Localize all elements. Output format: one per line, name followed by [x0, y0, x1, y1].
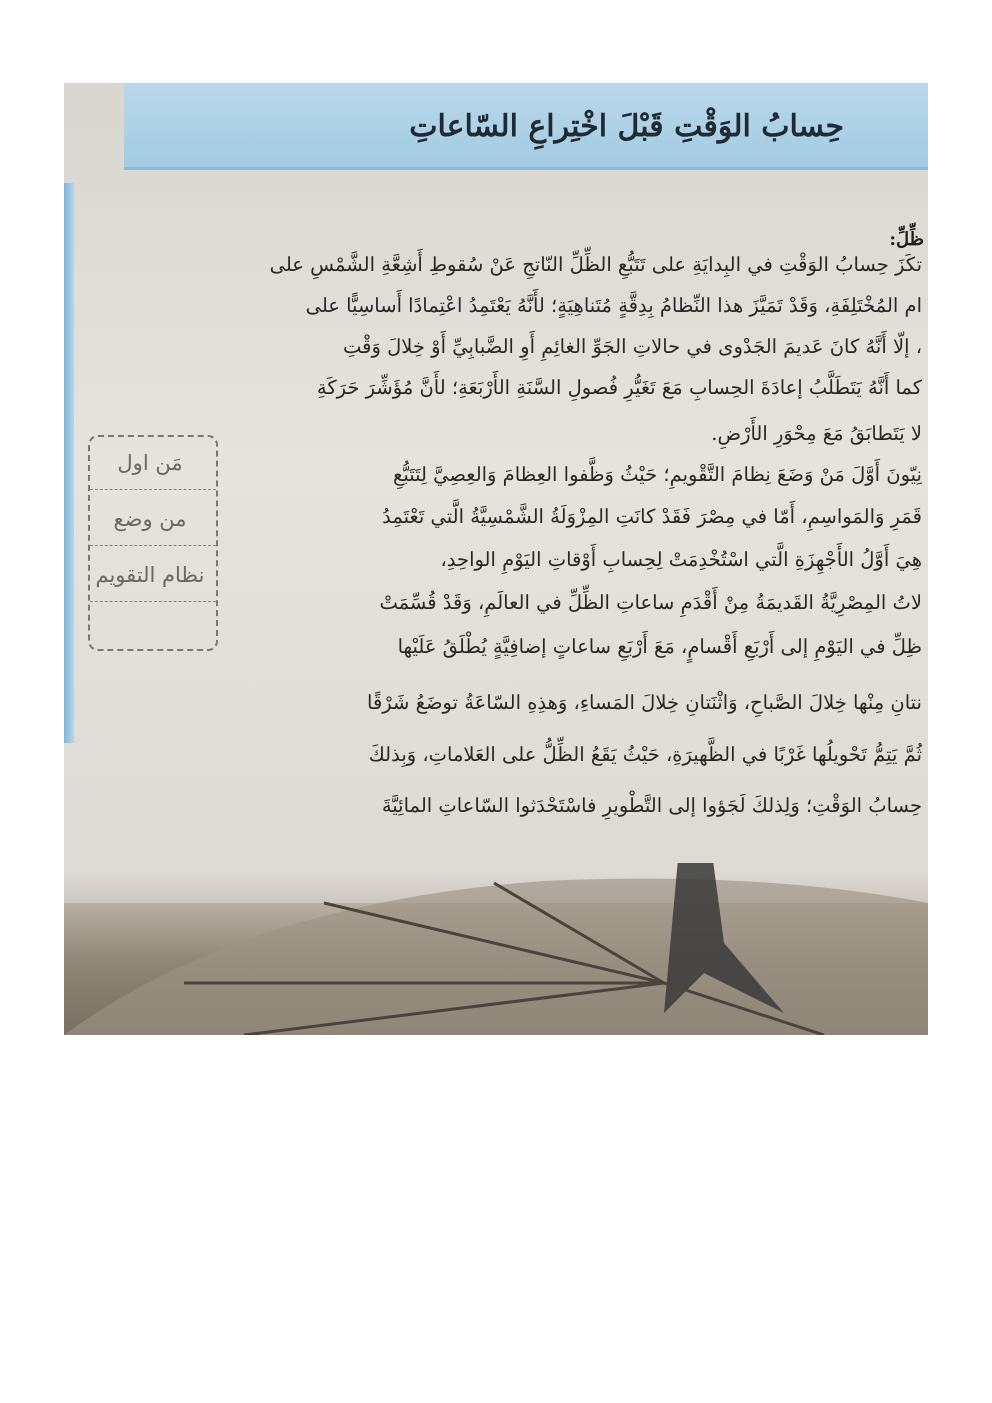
text-line-9: لاتُ المِصْرِيَّةُ القَديمَةُ مِنْ أَقْدَمِ ساعاتِ الظِّلِّ في العالَمِ، وَقَدْ قُسِّمَتْ: [379, 591, 922, 614]
handwritten-note-line-2: من وضع: [113, 507, 187, 531]
text-line-13: حِسابُ الوَقْتِ؛ وَلِذلكَ لَجَؤوا إلى التَّطْويرِ فاسْتَحْدَثوا السّاعاتِ المائِيَّةَ: [381, 794, 922, 817]
section-heading: ظِّلِّ:: [889, 229, 924, 250]
text-line-12: ثُمَّ يَتِمُّ تَحْويلُها غَرْبًا في الظَّهيرَةِ، حَيْثُ يَقَعُ الظِّلُّ على العَلاماتِ، وَبِذلكَ: [368, 743, 922, 766]
handwritten-note-line-1: مَن اول: [117, 451, 183, 475]
sundial-illustration: [64, 863, 928, 1035]
note-divider: [90, 489, 216, 491]
text-line-7: قَمَرِ وَالمَواسِمِ، أَمّا في مِصْرَ فَقَدْ كانَتِ المِزْوَلَةُ الشَّمْسِيَّةُ الَّتي تَعْتَمِدُ: [382, 505, 922, 528]
sundial-face: [64, 879, 928, 1035]
text-line-10: ظِلِّ في اليَوْمِ إلى أَرْبَعِ أَقْسامٍ، مَعَ أَرْبَعِ ساعاتٍ إضافِيَّةٍ يُطْلَقُ عَلَيْها: [397, 635, 922, 658]
text-line-5: لا يَتَطابَقُ مَعَ مِحْوَرِ الأَرْضِ.: [711, 422, 922, 445]
note-divider: [90, 601, 216, 603]
text-line-8: هِيَ أَوَّلُ الأَجْهِزَةِ الَّتي اسْتُخْدِمَتْ لِحِسابِ أَوْقاتِ اليَوْمِ الواحِدِ،: [440, 548, 922, 571]
text-line-11: نتانِ مِنْها خِلالَ الصَّباحِ، وَاثْنَتانِ خِلالَ المَساءِ، وَهذِهِ السّاعَةُ توضَعُ شَرْقًا: [367, 691, 922, 714]
title-banner: [124, 83, 928, 170]
text-line-2: ام المُخْتَلِفَةِ، وَقَدْ تَمَيَّزَ هذا النِّظامُ بِدِقَّةٍ مُتَناهِيَةٍ؛ لأَنَّهُ يَعْتَمِدُ اعْتِمادًا أَساسِيًّا على: [305, 294, 922, 317]
handwritten-note-line-3: نظام التقويم: [95, 563, 205, 587]
book-page-photo: [64, 83, 928, 1035]
text-line-3: ، إلّا أَنَّهُ كانَ عَديمَ الجَدْوى في حالاتِ الجَوِّ الغائِمِ أَوِ الضَّبابِيِّ أَوْ خِلالَ وَقْتِ: [343, 335, 922, 358]
page-spine-edge: [64, 183, 74, 743]
page-title: حِسابُ الوَقْتِ قَبْلَ اخْتِراعِ السّاعاتِ: [409, 109, 844, 144]
text-line-1: تكَزَ حِسابُ الوَقْتِ في البِدايَةِ على تَتَبُّعِ الظِّلِّ النّاتجِ عَنْ سُقوطِ أَشِعَّةِ الشَّمْسِ على: [269, 253, 922, 276]
note-divider: [90, 545, 216, 547]
handwritten-note-box: [88, 435, 218, 651]
text-line-6: نِيّونَ أَوَّلَ مَنْ وَضَعَ نِظامَ التَّقْويمِ؛ حَيْثُ وَظَّفوا العِظامَ وَالعِصِيَّ لِتَتَبُّعِ: [392, 463, 922, 486]
text-line-4: كما أَنَّهُ يَتَطَلَّبُ إعادَةَ الحِسابِ مَعَ تَغَيُّرِ فُصولِ السَّنَةِ الأَرْبَعَةِ؛ لأَنَّ مُؤَشِّرَ حَرَكَةِ: [316, 376, 922, 399]
